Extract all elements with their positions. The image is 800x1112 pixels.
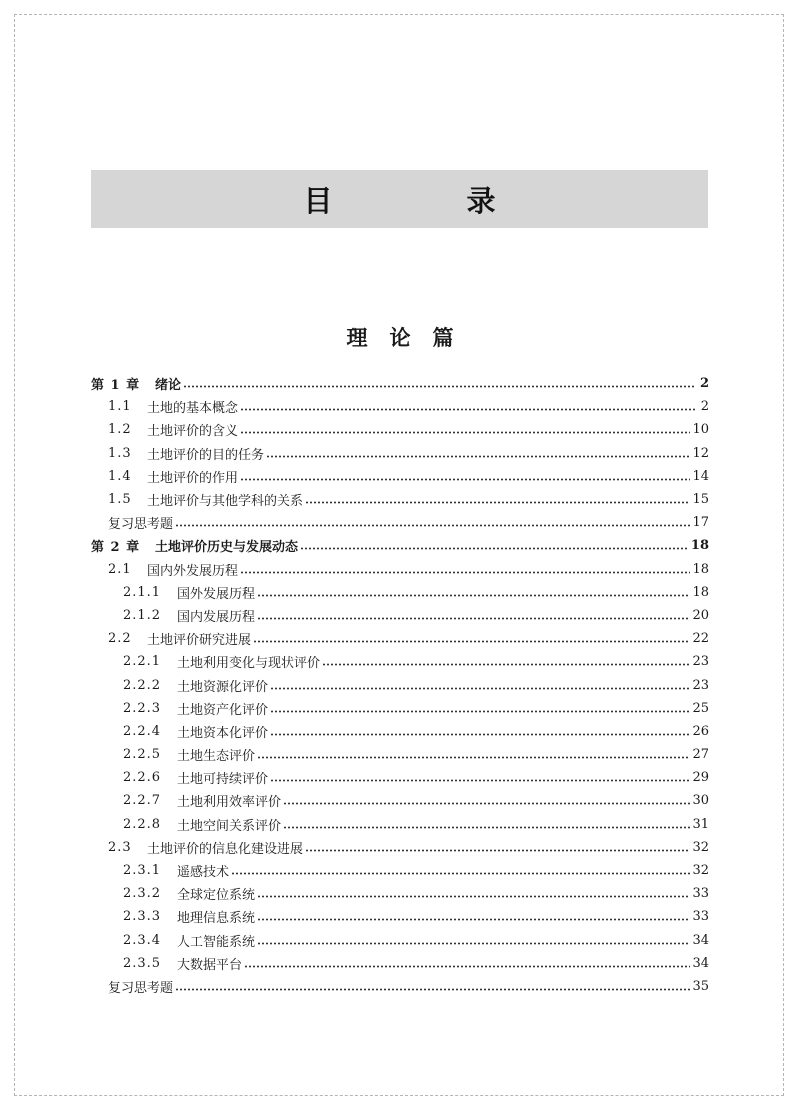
toc-entry-row[interactable] — [91, 905, 709, 928]
toc-entry-row[interactable] — [91, 418, 709, 441]
toc-entry-number: 1.1 — [108, 399, 132, 415]
toc-entry-label: 土地评价历史与发展动态 — [155, 540, 299, 556]
toc-entry-row[interactable] — [91, 743, 709, 766]
toc-entry-row[interactable] — [91, 952, 709, 975]
toc-entry-row[interactable] — [91, 465, 709, 488]
toc-entry-label: 国外发展历程 — [177, 586, 256, 602]
toc-entry-row[interactable] — [91, 581, 709, 604]
toc-entry-label: 大数据平台 — [177, 957, 243, 973]
toc-page-number: 34 — [692, 955, 709, 971]
toc-entry-label: 遥感技术 — [177, 865, 230, 881]
toc-entry-number: 2.1.2 — [123, 607, 162, 623]
toc-page-number: 34 — [692, 932, 709, 948]
toc-entry-label: 土地评价的信息化建设进展 — [147, 841, 304, 857]
toc-entry-row[interactable] — [91, 697, 709, 720]
toc-page-number: 32 — [692, 839, 709, 855]
toc-page-number: 31 — [692, 816, 709, 832]
toc-entry-label: 土地评价的含义 — [147, 424, 239, 440]
toc-page-number: 17 — [692, 515, 709, 531]
toc-entry-label: 土地可持续评价 — [177, 772, 269, 788]
toc-entry-label: 土地资本化评价 — [177, 725, 269, 741]
dot-leader — [257, 617, 690, 620]
toc-entry-row[interactable] — [91, 650, 709, 673]
toc-entry-label: 土地利用效率评价 — [177, 795, 282, 811]
toc-page-number: 23 — [692, 654, 709, 670]
dot-leader — [240, 571, 690, 574]
dot-leader — [322, 663, 690, 666]
title-bar — [91, 170, 708, 228]
toc-page-number: 26 — [692, 723, 709, 739]
toc-page-number: 14 — [692, 468, 709, 484]
toc-entry-number: 2.1.1 — [123, 584, 162, 600]
toc-entry-label: 土地评价的目的任务 — [147, 447, 265, 463]
toc-entry-row[interactable] — [91, 511, 709, 534]
toc-entry-row[interactable] — [91, 766, 709, 789]
toc-entry-label: 地理信息系统 — [177, 911, 256, 927]
toc-entry-number: 1.2 — [108, 422, 132, 438]
dot-leader — [240, 478, 690, 481]
toc-page-number: 22 — [692, 631, 709, 647]
toc-entry-row[interactable] — [91, 836, 709, 859]
toc-entry-label: 土地利用变化与现状评价 — [177, 656, 321, 672]
toc-page-number: 10 — [692, 422, 709, 438]
dot-leader — [253, 640, 690, 643]
dot-leader — [244, 965, 690, 968]
toc-entry-label: 人工智能系统 — [177, 934, 256, 950]
toc-entry-number: 2.2.3 — [123, 700, 162, 716]
toc-entry-number: 2.3.5 — [123, 955, 162, 971]
toc-entry-label: 土地评价研究进展 — [147, 633, 252, 649]
toc-page-number: 2 — [700, 399, 709, 415]
toc-entry-number: 2.2.5 — [123, 747, 162, 763]
toc-entry-number: 2.1 — [108, 561, 132, 577]
dot-leader — [270, 733, 690, 736]
dot-leader — [266, 455, 690, 458]
toc-page-number: 30 — [692, 793, 709, 809]
toc-entry-label: 土地评价与其他学科的关系 — [147, 494, 304, 510]
toc-entry-label: 土地空间关系评价 — [177, 818, 282, 834]
part-title-text: 理论篇 — [346, 325, 476, 350]
toc-entry-number: 第 2 章 — [91, 540, 141, 556]
toc-entry-number: 2.2 — [108, 631, 132, 647]
toc-entry-row[interactable] — [91, 488, 709, 511]
toc-entry-number: 2.3.4 — [123, 932, 162, 948]
dot-leader — [270, 779, 690, 782]
toc-page-number: 2 — [699, 376, 709, 392]
dot-leader — [257, 942, 690, 945]
toc-page-number: 27 — [692, 747, 709, 763]
dot-leader — [240, 431, 690, 434]
dot-leader — [283, 826, 690, 829]
dot-leader — [270, 687, 690, 690]
toc-entry-label: 土地评价的作用 — [147, 470, 239, 486]
toc-entry-number: 2.3 — [108, 839, 132, 855]
toc-page-number: 33 — [692, 909, 709, 925]
toc-entry-number: 第 1 章 — [91, 378, 141, 394]
dot-leader — [231, 872, 690, 875]
dot-leader — [175, 524, 690, 527]
toc-entry-label: 土地资产化评价 — [177, 702, 269, 718]
toc-entry-label: 绪论 — [155, 378, 182, 394]
dot-leader — [283, 802, 690, 805]
toc-entry-number: 2.2.8 — [123, 816, 162, 832]
toc-entry-label: 全球定位系统 — [177, 888, 256, 904]
toc-entry-row[interactable] — [91, 673, 709, 696]
dot-leader — [270, 710, 690, 713]
toc-page-number: 25 — [692, 700, 709, 716]
dot-leader — [257, 756, 690, 759]
toc-entry-number: 2.2.4 — [123, 723, 162, 739]
toc-entry-number: 1.5 — [108, 492, 132, 508]
toc-page-number: 35 — [692, 978, 709, 994]
dot-leader — [240, 408, 695, 411]
toc-entry-row[interactable] — [91, 859, 709, 882]
toc-entry-row[interactable] — [91, 789, 709, 812]
toc-entry-label: 国内发展历程 — [177, 609, 256, 625]
toc-entry-label: 土地生态评价 — [177, 749, 256, 765]
toc-entry-row[interactable] — [91, 720, 709, 743]
dot-leader — [257, 594, 690, 597]
toc-page-number: 18 — [690, 538, 709, 554]
dot-leader — [305, 501, 690, 504]
toc-page-number: 18 — [692, 561, 709, 577]
toc-entry-row[interactable] — [91, 882, 709, 905]
toc-page-number: 18 — [692, 584, 709, 600]
toc-entry-number: 2.3.1 — [123, 863, 162, 879]
dot-leader — [300, 547, 689, 550]
toc-entry-label: 复习思考题 — [108, 517, 174, 533]
toc-page-number: 32 — [692, 863, 709, 879]
toc-chapter-row[interactable] — [91, 372, 709, 395]
toc-entry-row[interactable] — [91, 975, 709, 998]
dot-leader — [257, 918, 690, 921]
toc-entry-row[interactable] — [91, 604, 709, 627]
toc-entry-row[interactable] — [91, 813, 709, 836]
toc-page-number: 20 — [692, 607, 709, 623]
toc-entry-row[interactable] — [91, 395, 709, 418]
toc-page-number: 12 — [692, 445, 709, 461]
toc-entry-number: 2.2.2 — [123, 677, 162, 693]
toc-entry-number: 2.2.7 — [123, 793, 162, 809]
toc-entry-number: 2.2.6 — [123, 770, 162, 786]
dot-leader — [183, 385, 695, 388]
toc-entry-row[interactable] — [91, 558, 709, 581]
toc-page-number: 23 — [692, 677, 709, 693]
toc-entry-label: 土地资源化评价 — [177, 679, 269, 695]
toc-entry-label: 土地的基本概念 — [147, 401, 239, 417]
toc-chapter-row[interactable] — [91, 534, 709, 557]
toc-entry-number: 2.3.3 — [123, 909, 162, 925]
toc-entry-row[interactable] — [91, 627, 709, 650]
toc-entry-label: 复习思考题 — [108, 980, 174, 996]
dot-leader — [257, 895, 690, 898]
toc-page-number: 15 — [692, 492, 709, 508]
toc-entry-number: 1.4 — [108, 468, 132, 484]
table-of-contents — [91, 372, 709, 998]
toc-entry-label: 国内外发展历程 — [147, 563, 239, 579]
page-title: 目 录 — [303, 183, 558, 218]
toc-entry-number: 2.3.2 — [123, 886, 162, 902]
toc-entry-number: 2.2.1 — [123, 654, 162, 670]
part-title — [0, 322, 800, 352]
dot-leader — [305, 849, 690, 852]
toc-page-number: 33 — [692, 886, 709, 902]
dot-leader — [175, 988, 690, 991]
toc-entry-row[interactable] — [91, 929, 709, 952]
toc-entry-number: 1.3 — [108, 445, 132, 461]
toc-page-number: 29 — [692, 770, 709, 786]
toc-entry-row[interactable] — [91, 442, 709, 465]
